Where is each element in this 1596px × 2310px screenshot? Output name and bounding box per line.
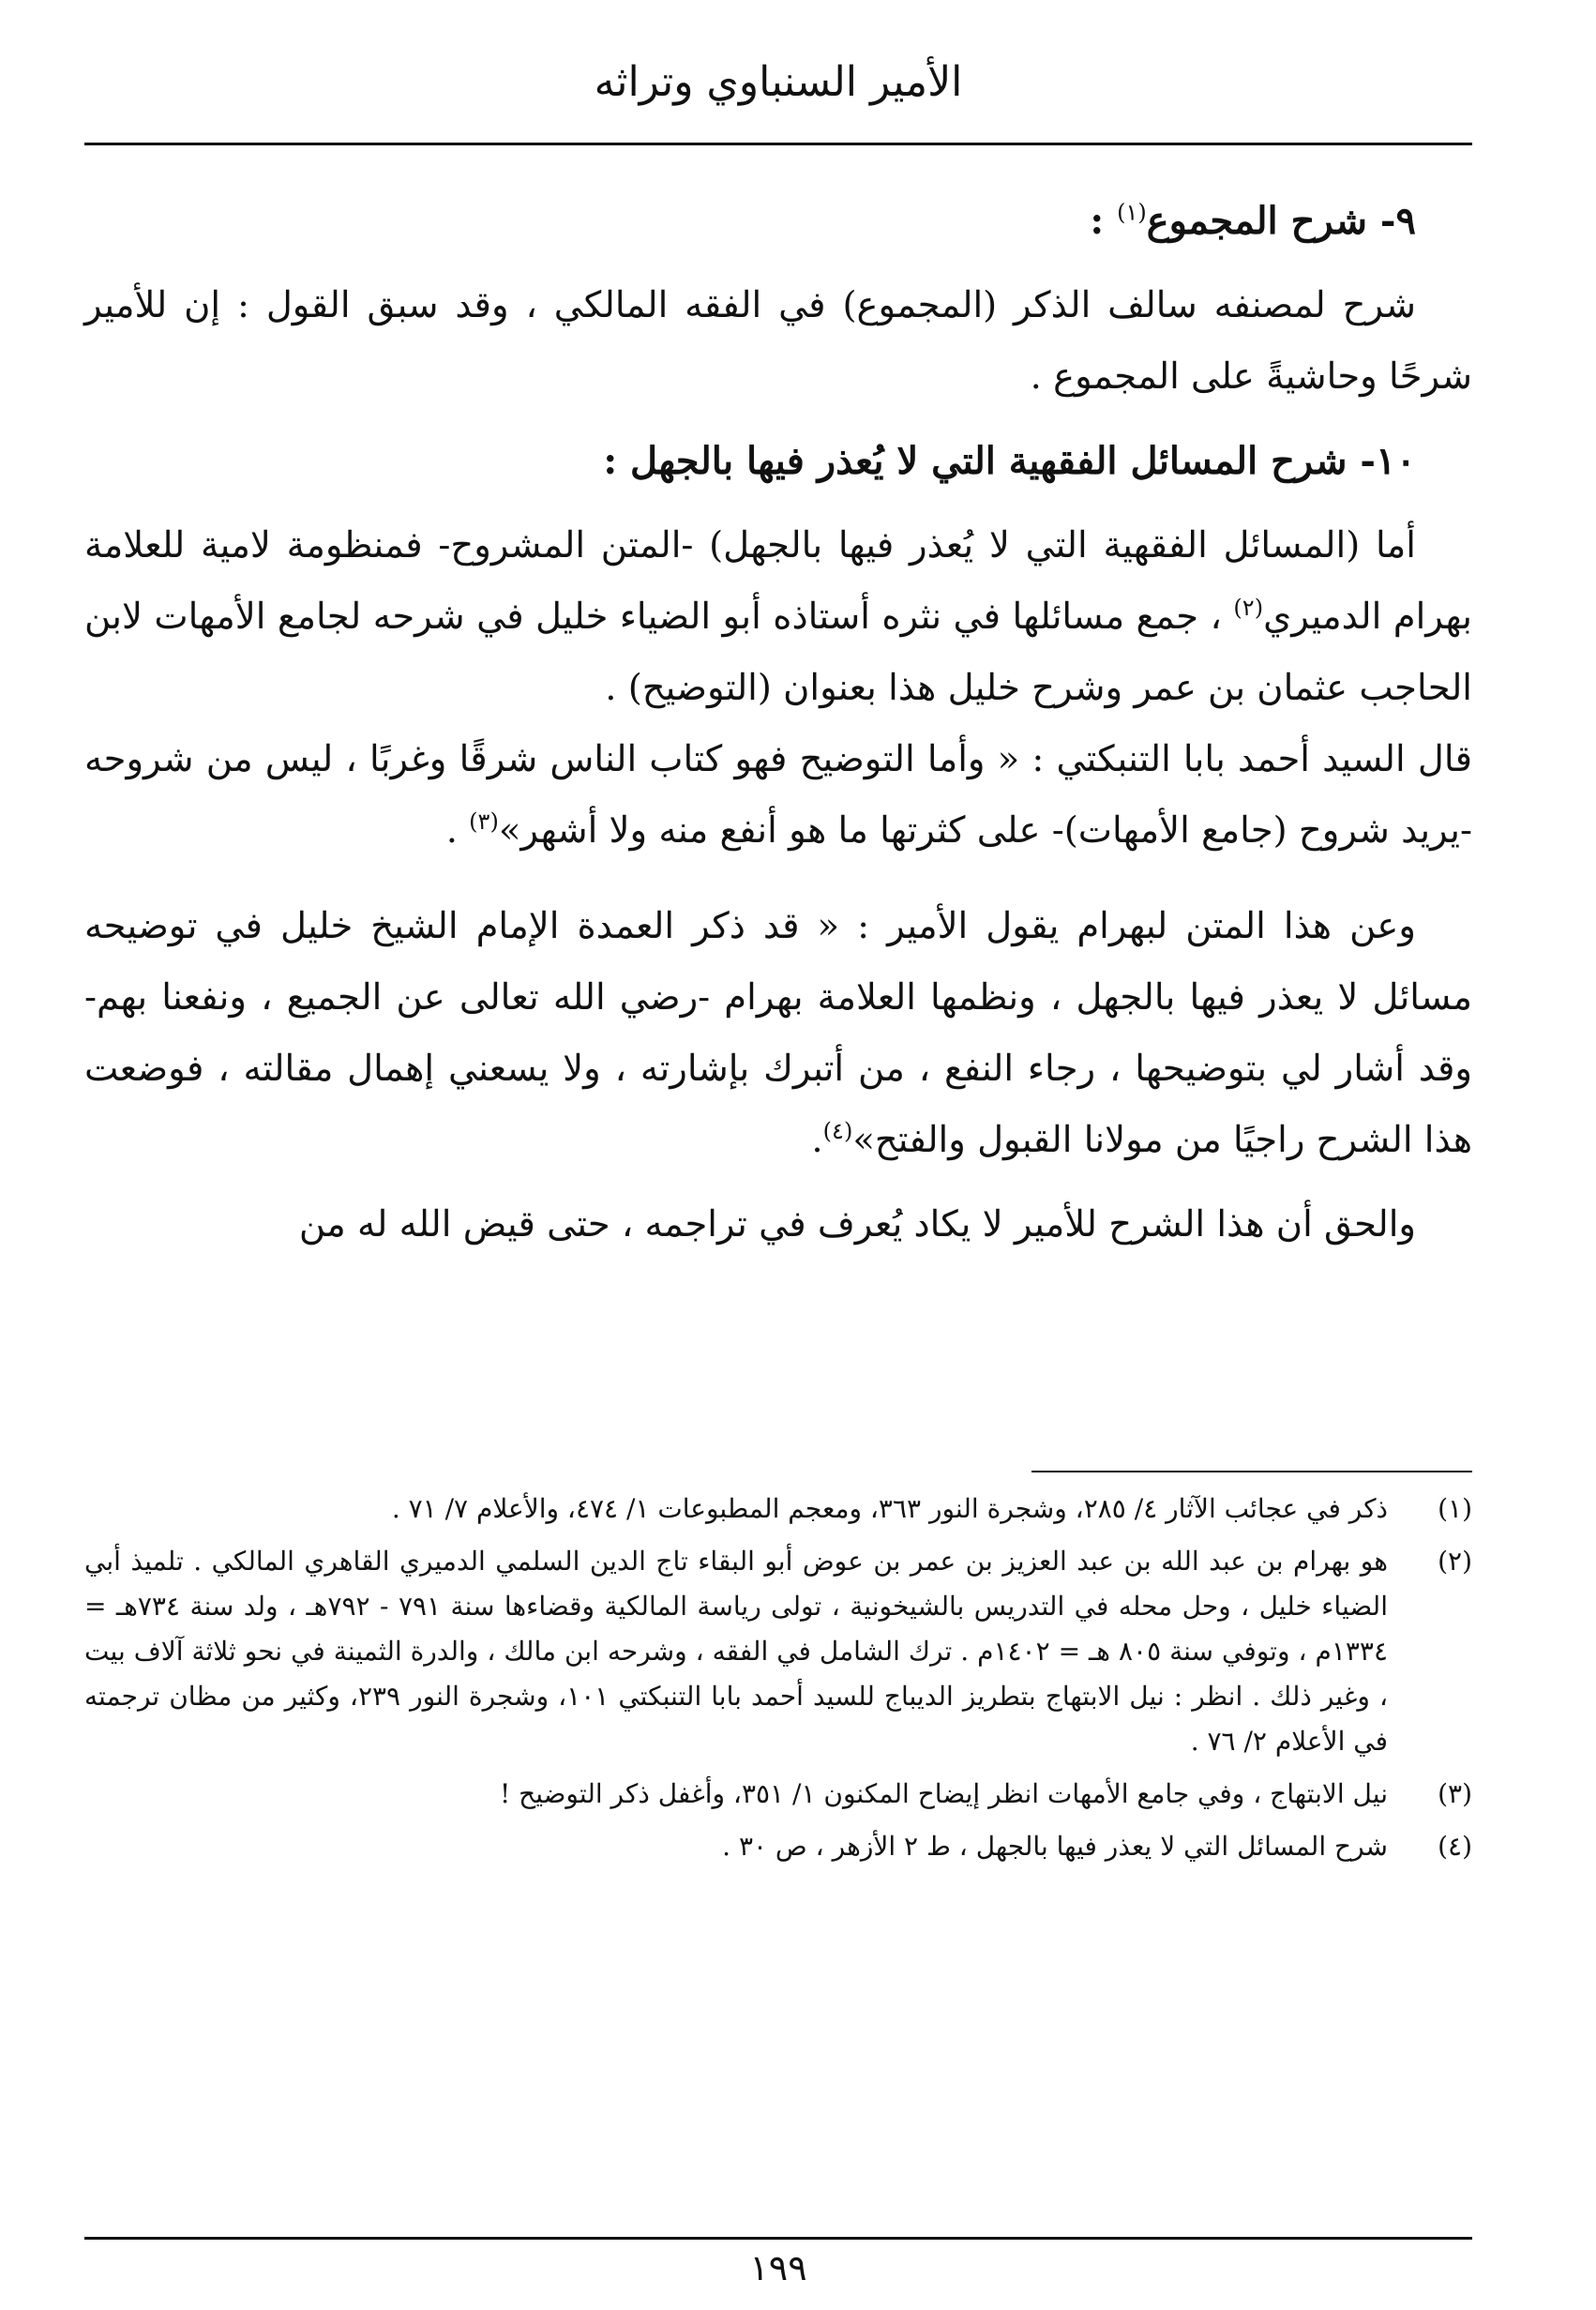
footnote-number: (٢) [1438,1546,1472,1577]
footnote-number: (١) [1438,1493,1472,1524]
paragraph-3 [84,724,1472,867]
footnote-4 [84,1824,1472,1869]
footnote-2 [84,1539,1472,1764]
paragraph-1: شرح لمصنفه سالف الذكر (المجموع) في الفقه المالكي ، وقد سبق القول : إن للأمير شرحًا وحاشيةً على المجموع . [84,284,1472,398]
footnotes [84,1487,1472,1877]
footnote-1 [84,1487,1472,1532]
footnote-number: (٣) [1438,1778,1472,1809]
paragraph-3-text-b: . [445,809,470,852]
footnote-text: نيل الابتهاج ، وفي جامع الأمهات انظر إيضاح المكنون ١/ ٣٥١، وأغفل ذكر التوضيح ! [499,1778,1388,1809]
paragraph-5: والحق أن هذا الشرح للأمير لا يكاد يُعرف في تراجمه ، حتى قيض الله له من [298,1203,1416,1246]
section-heading-9-colon: : [1090,199,1118,243]
footnote-text: شرح المسائل التي لا يعذر فيها بالجهل ، ط ٢ الأزهر ، ص ٣٠ . [722,1831,1388,1862]
paragraph-4 [84,891,1472,1176]
footnote-3 [84,1772,1472,1817]
footnote-ref-3[interactable]: (٣) [469,808,499,836]
section-heading-10: ١٠- شرح المسائل الفقهية التي لا يُعذر فيها بالجهل : [603,439,1416,483]
running-title: الأمير السنباوي وتراثه [594,58,963,106]
footnote-separator [1031,1471,1472,1472]
paragraph-4-text-a: وعن هذا المتن لبهرام يقول الأمير : « قد ذكر العمدة الإمام الشيخ خليل في توضيحه مسائل لا يعذر فيها بالجهل ، ونظمها العلامة بهرام -رضي الله تعالى عن الجميع ، ونفعنا بهم- وقد أشار لي بتوضيحها ، رجاء النفع ، من أتبرك بإشارته ، ولا يسعني إهمال مقالته ، فوضعت هذا الشرح راجيًا من مولانا القبول والفتح» [84,905,1472,1161]
page-number: ١٩٩ [749,2247,807,2288]
footnote-number: (٤) [1438,1831,1472,1862]
section-heading-9 [84,186,1472,257]
paragraph-2-text-b: ، جمع مسائلها في نثره أستاذه أبو الضياء خليل في شرحه لجامع الأمهات لابن الحاجب عثمان بن عمر وشرح خليل هذا بعنوان (التوضيح) . [84,596,1472,709]
footer-rule [84,2237,1472,2240]
main-text [84,178,1472,1261]
footnote-text: هو بهرام بن عبد الله بن عبد العزيز بن عمر بن عوض أبو البقاء تاج الدين السلمي الدميري القاهري المالكي . تلميذ أبي الضياء خليل ، وحل محله في التدريس بالشيخونية ، تولى رياسة المالكية وقضاءها سنة ٧٩١ - ٧٩٢هـ ، ولد سنة ٧٣٤هـ = ١٣٣٤م ، وتوفي سنة ٨٠٥ هـ = ١٤٠٢م . ترك الشامل في الفقه ، وشرحه ابن مالك ، والدرة الثمينة في نحو ثلاثة آلاف بيت ، وغير ذلك . انظر : نيل الابتهاج بتطريز الديباج للسيد أحمد بابا التنبكتي ١٠١، وشجرة النور ٢٣٩، وكثير من مظان ترجمته في الأعلام ٢/ ٧٦ . [84,1546,1388,1757]
paragraph-4-text-b: . [811,1119,823,1161]
footnote-ref-4[interactable]: (٤) [822,1118,853,1145]
footnote-ref-1[interactable]: (١) [1117,199,1147,226]
footnote-text: ذكر في عجائب الآثار ٤/ ٢٨٥، وشجرة النور ٣٦٣، ومعجم المطبوعات ١/ ٤٧٤، والأعلام ٧/ ٧١ . [391,1493,1388,1524]
paragraph-3-text-a: قال السيد أحمد بابا التنبكتي : « وأما التوضيح فهو كتاب الناس شرقًا وغربًا ، ليس من شروحه -يريد شروح (جامع الأمهات)- على كثرتها ما هو أنفع منه ولا أشهر» [84,738,1472,852]
footnote-ref-2[interactable]: (٢) [1233,595,1264,622]
header-rule [84,143,1472,145]
paragraph-2 [84,510,1472,724]
section-heading-9-text: ٩- شرح المجموع [1146,199,1416,243]
paragraph-2-text-a: أما (المسائل الفقهية التي لا يُعذر فيها بالجهل) -المتن المشروح- فمنظومة لامية للعلامة بهرام الدميري [84,524,1472,638]
book-page [84,0,1472,2310]
